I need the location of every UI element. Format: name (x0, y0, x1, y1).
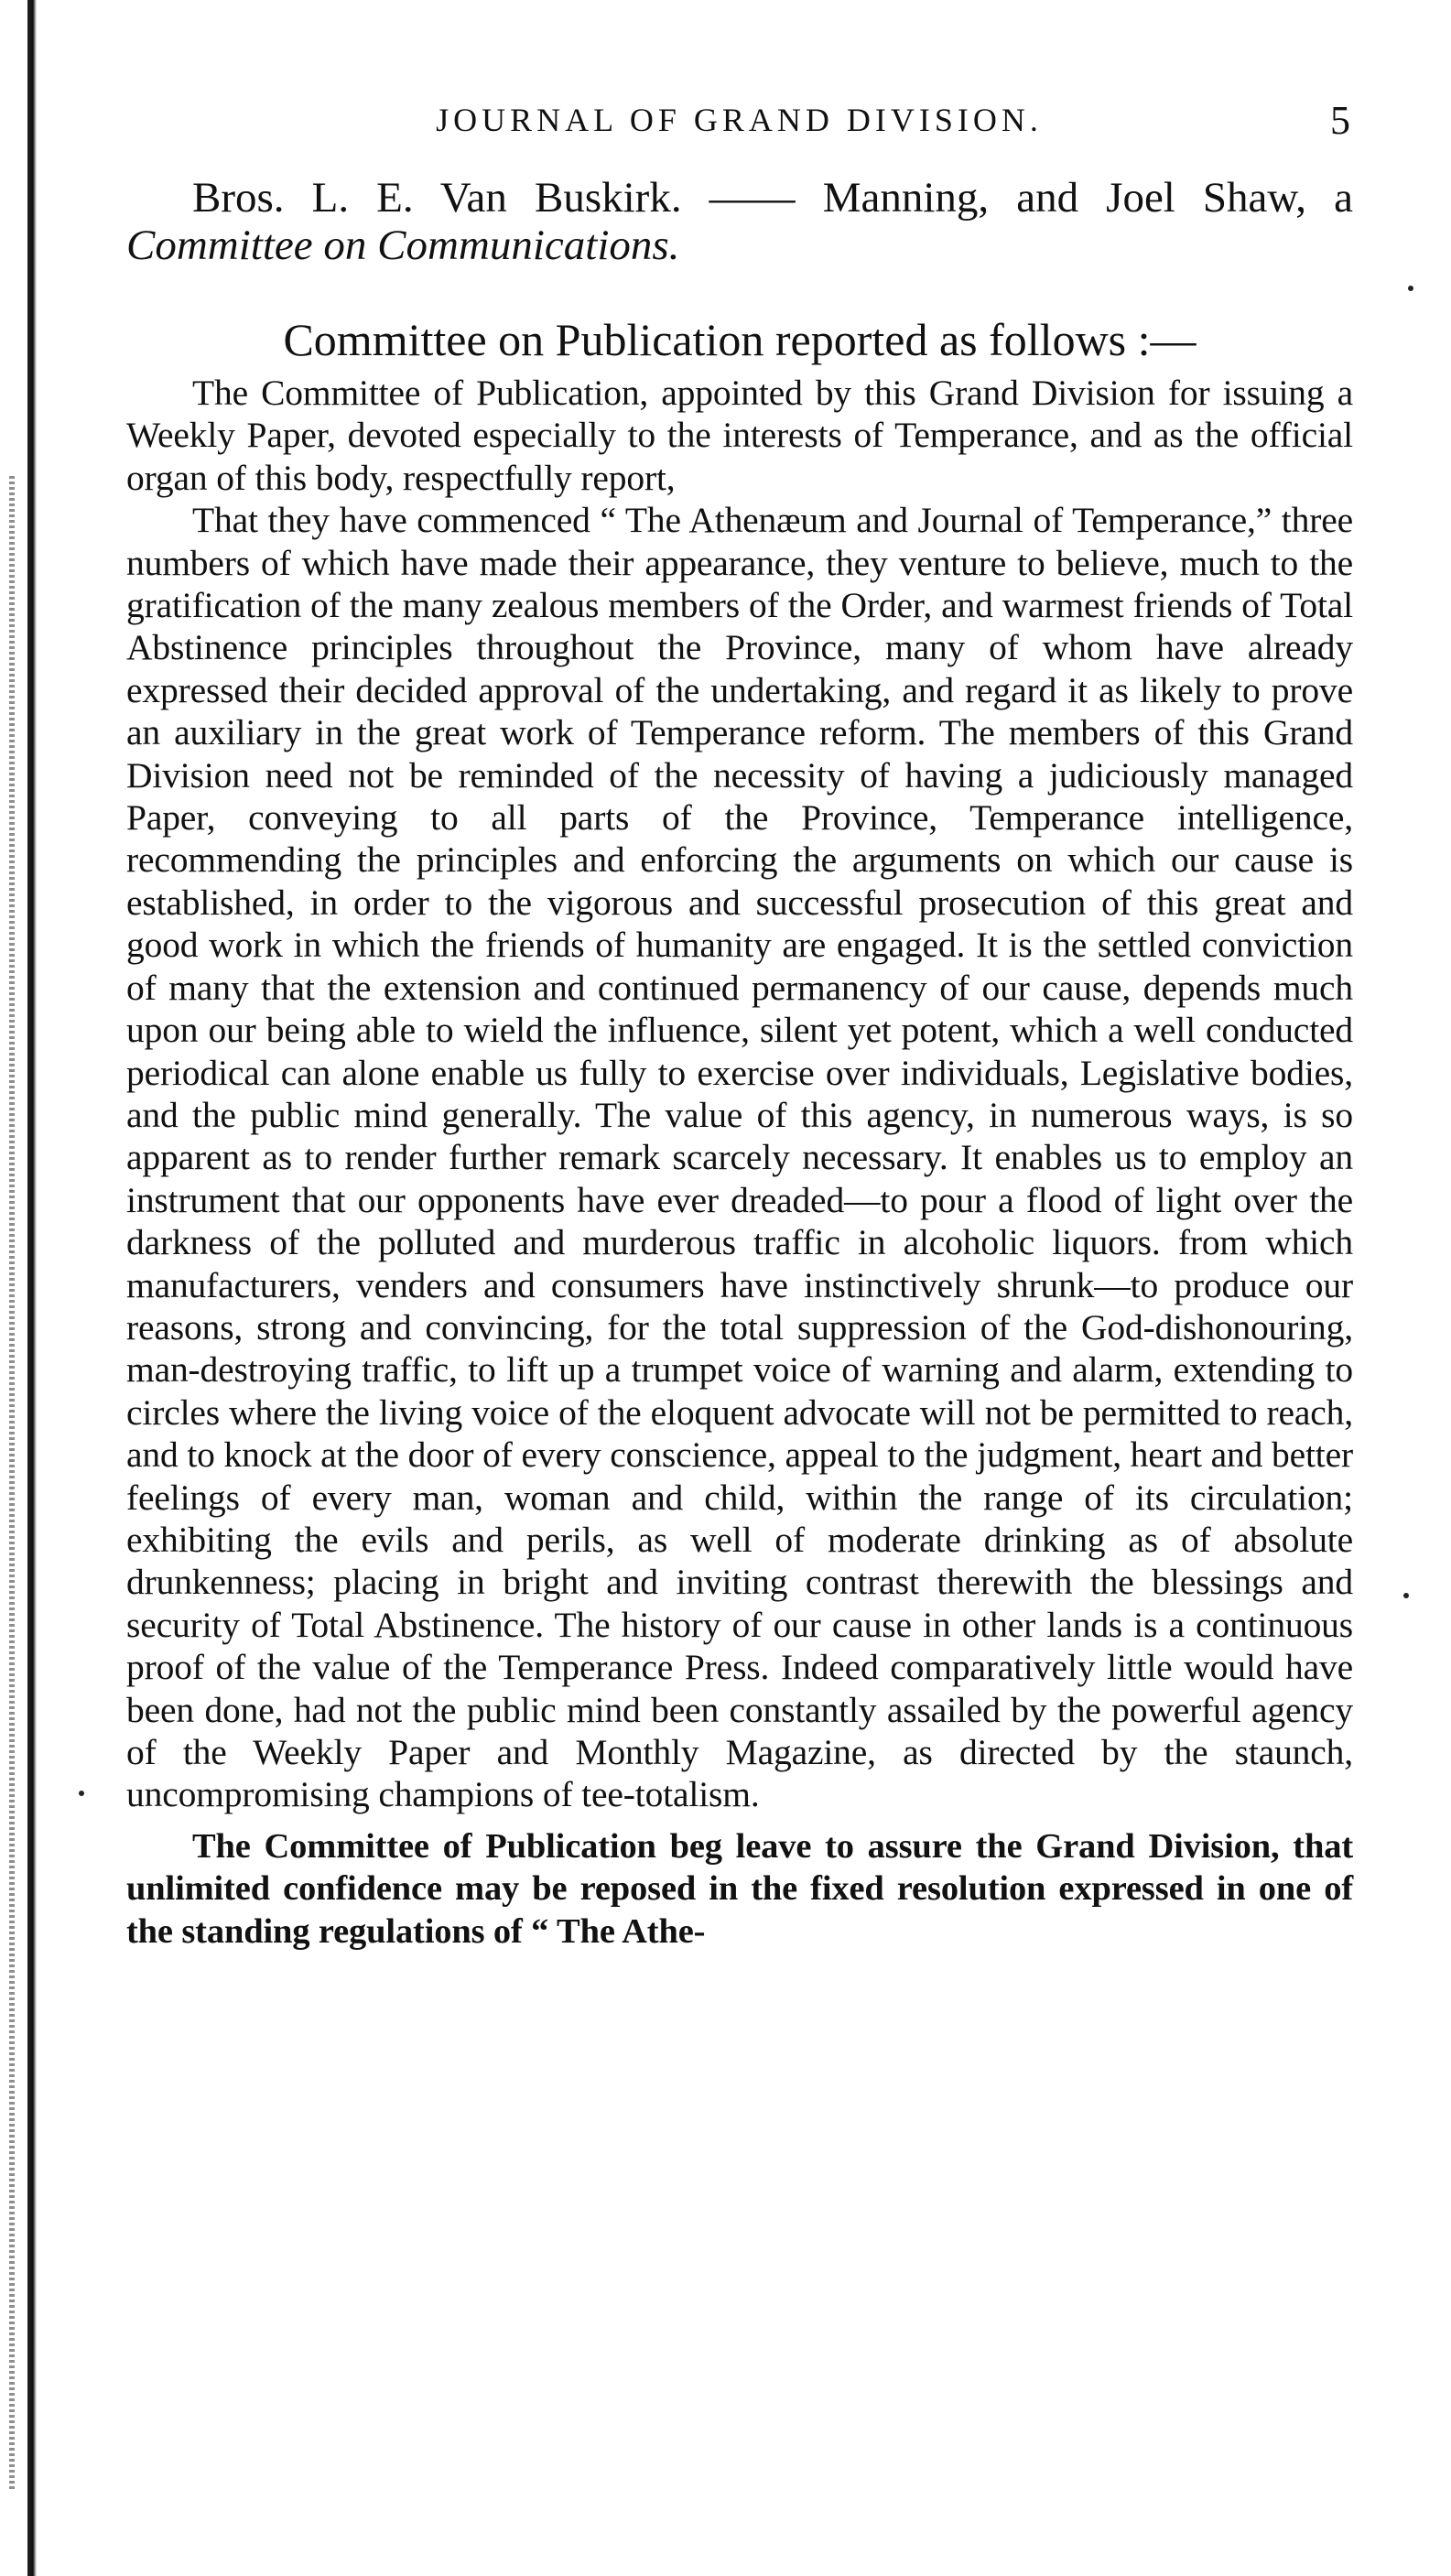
page-number: 5 (1330, 98, 1350, 143)
committee-members: Bros. L. E. Van Buskirk. —— Manning, and Joel Shaw, a (192, 174, 1353, 222)
paragraph-report-intro: The Committee of Publication, appointed by this Grand Division for issuing a Weekly Paper, devoted especially to the interests of Temperance, and as the official organ of this body, respectfully report, (126, 373, 1353, 498)
page-content (126, 174, 1353, 1953)
page-header (128, 98, 1350, 156)
paragraph-report-closing: The Committee of Publication beg leave to assure the Grand Division, that unlimited confidence may be reposed in the fixed resolution expressed in one of the standing regulations of “ The Athe- (126, 1826, 1353, 1951)
paragraph-report-main: That they have commenced “ The Athenæum and Journal of Temperance,” three numbers of which have made their appearance, they venture to believe, much to the gratification of the many zealous members of the Order, and warmest friends of Total Abstinence principles throughout the Province, many of whom have already expressed their decided approval of the undertaking, and regard it as likely to prove an auxiliary in the great work of Temperance reform. The members of this Grand Division need not be reminded of the necessity of having a judiciously managed Paper, conveying to all parts of the Province, Temperance intelligence, recommending the principles and enforcing the arguments on which our cause is established, in order to the vigorous and successful prosecution of this great and good work in which the friends of humanity are engaged. It is the settled conviction of many that the extension and continued permanency of our cause, depends much upon our being able to wield the influence, silent yet potent, which a well conducted periodical can alone enable us fully to exercise over individuals, Legislative bodies, and the public mind generally. The value of this agency, in numerous ways, is so apparent as to render further remark scarcely necessary. It enables us to employ an instrument that our opponents have ever dreaded—to pour a flood of light over the darkness of the polluted and murderous traffic in alcoholic liquors. from which manufacturers, venders and consumers have instinctively shrunk—to produce our reasons, strong and convincing, for the total suppression of the God-dishonouring, man-destroying traffic, to lift up a trumpet voice of warning and alarm, extending to circles where the living voice of the eloquent advocate will not be permitted to reach, and to knock at the door of every conscience, appeal to the judgment, heart and better feelings of every man, woman and child, within the range of its circulation; exhibiting the evils and perils, as well of moderate drinking as of absolute drunkenness; placing in bright and inviting contrast therewith the blessings and security of Total Abstinence. The history of our cause in other lands is a continuous proof of the value of the Temperance Press. Indeed comparatively little would have been done, had not the public mind been constantly assailed by the powerful agency of the Weekly Paper and Monthly Magazine, as directed by the staunch, uncompromising champions of tee-totalism. (126, 500, 1353, 1815)
committee-title: Committee on Communications. (126, 222, 680, 269)
committee-appointment (126, 174, 1353, 269)
binding-edge (0, 0, 37, 2576)
running-head: JOURNAL OF GRAND DIVISION. (436, 102, 1043, 138)
scan-speck (1403, 1593, 1409, 1598)
scan-speck (1408, 286, 1413, 291)
scan-speck (79, 1791, 84, 1796)
section-heading: Committee on Publication reported as follows :— (283, 314, 1197, 365)
